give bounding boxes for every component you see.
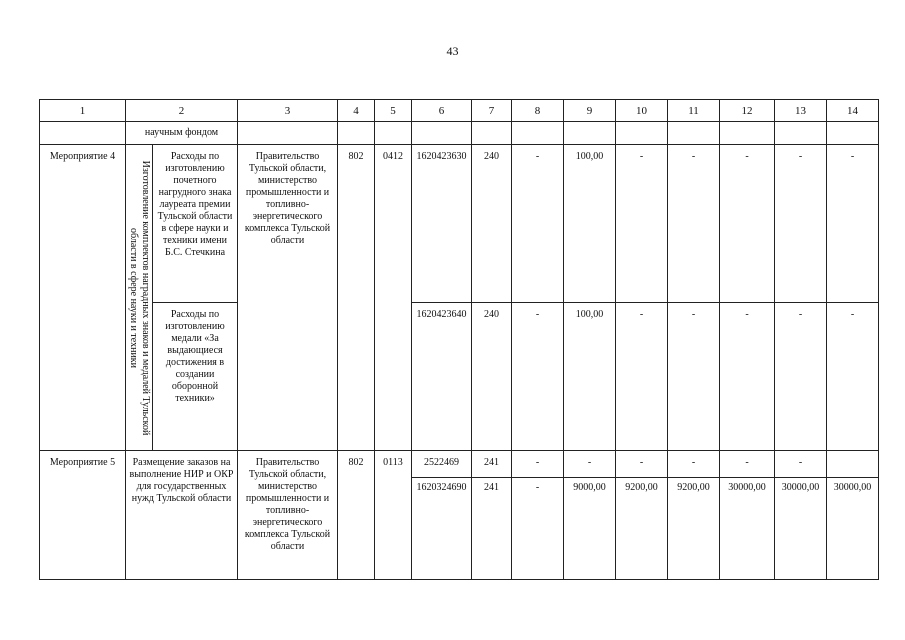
code-cell: 802 bbox=[338, 451, 375, 580]
header-cell: 13 bbox=[775, 100, 827, 122]
header-cell: 11 bbox=[668, 100, 720, 122]
group-label-vertical: Изготовление комплектов наградных знаков и медалей Тульской области в сфере науки и техники bbox=[128, 160, 151, 435]
continuation-text: научным фондом bbox=[126, 122, 238, 145]
header-cell: 7 bbox=[472, 100, 512, 122]
value-cell: - bbox=[775, 145, 827, 303]
value-cell: 9000,00 bbox=[564, 478, 616, 580]
value-cell: 9200,00 bbox=[668, 478, 720, 580]
code-cell: 240 bbox=[472, 303, 512, 451]
value-cell: - bbox=[512, 145, 564, 303]
header-cell: 1 bbox=[40, 100, 126, 122]
header-cell: 8 bbox=[512, 100, 564, 122]
page-number: 43 bbox=[446, 44, 459, 58]
header-row bbox=[40, 100, 879, 122]
value-cell: - bbox=[668, 303, 720, 451]
budget-table bbox=[39, 99, 879, 580]
expense-description: Размещение заказов на выполнение НИР и ОКР для государственных нужд Тульской области bbox=[126, 451, 238, 580]
code-cell: 241 bbox=[472, 478, 512, 580]
value-cell: - bbox=[512, 303, 564, 451]
value-cell: - bbox=[512, 451, 564, 478]
table-row bbox=[40, 122, 879, 145]
value-cell: 30000,00 bbox=[720, 478, 775, 580]
table-row bbox=[40, 145, 879, 303]
value-cell: - bbox=[827, 303, 879, 451]
value-cell: - bbox=[827, 145, 879, 303]
value-cell: - bbox=[564, 451, 616, 478]
header-cell: 14 bbox=[827, 100, 879, 122]
value-cell: - bbox=[512, 478, 564, 580]
value-cell: - bbox=[720, 451, 775, 478]
group-label-cell bbox=[126, 145, 153, 451]
code-cell: 802 bbox=[338, 145, 375, 451]
code-cell: 1620423640 bbox=[412, 303, 472, 451]
measure-title: Мероприятие 5 bbox=[40, 451, 126, 580]
code-cell: 0113 bbox=[375, 451, 412, 580]
header-cell: 4 bbox=[338, 100, 375, 122]
value-cell: - bbox=[720, 145, 775, 303]
header-cell: 9 bbox=[564, 100, 616, 122]
header-cell: 3 bbox=[238, 100, 338, 122]
header-cell: 6 bbox=[412, 100, 472, 122]
code-cell: 240 bbox=[472, 145, 512, 303]
value-cell: - bbox=[616, 451, 668, 478]
expense-description: Расходы по изготовлению медали «За выдающиеся достижения в создании оборонной техники» bbox=[153, 303, 238, 451]
value-cell: 100,00 bbox=[564, 145, 616, 303]
executor: Правительство Тульской области, министерство промышленности и топливно-энергетического комплекса Тульской области bbox=[238, 451, 338, 580]
header-cell: 10 bbox=[616, 100, 668, 122]
expense-description: Расходы по изготовлению почетного нагрудного знака лауреата премии Тульской области в сфере науки и техники имени Б.С. Стечкина bbox=[153, 145, 238, 303]
value-cell: 9200,00 bbox=[616, 478, 668, 580]
code-cell: 1620324690 bbox=[412, 478, 472, 580]
header-cell: 5 bbox=[375, 100, 412, 122]
value-cell: - bbox=[775, 451, 827, 478]
value-cell: 100,00 bbox=[564, 303, 616, 451]
code-cell: 0412 bbox=[375, 145, 412, 451]
measure-title: Мероприятие 4 bbox=[40, 145, 126, 451]
value-cell bbox=[827, 451, 879, 478]
table-row bbox=[40, 451, 879, 478]
value-cell: - bbox=[668, 145, 720, 303]
code-cell: 2522469 bbox=[412, 451, 472, 478]
header-cell: 2 bbox=[126, 100, 238, 122]
value-cell: 30000,00 bbox=[775, 478, 827, 580]
value-cell: 30000,00 bbox=[827, 478, 879, 580]
executor: Правительство Тульской области, министерство промышленности и топливно-энергетического комплекса Тульской области bbox=[238, 145, 338, 451]
value-cell: - bbox=[720, 303, 775, 451]
code-cell: 1620423630 bbox=[412, 145, 472, 303]
table-row bbox=[40, 303, 879, 451]
code-cell: 241 bbox=[472, 451, 512, 478]
value-cell: - bbox=[616, 145, 668, 303]
header-cell: 12 bbox=[720, 100, 775, 122]
value-cell: - bbox=[668, 451, 720, 478]
value-cell: - bbox=[775, 303, 827, 451]
value-cell: - bbox=[616, 303, 668, 451]
